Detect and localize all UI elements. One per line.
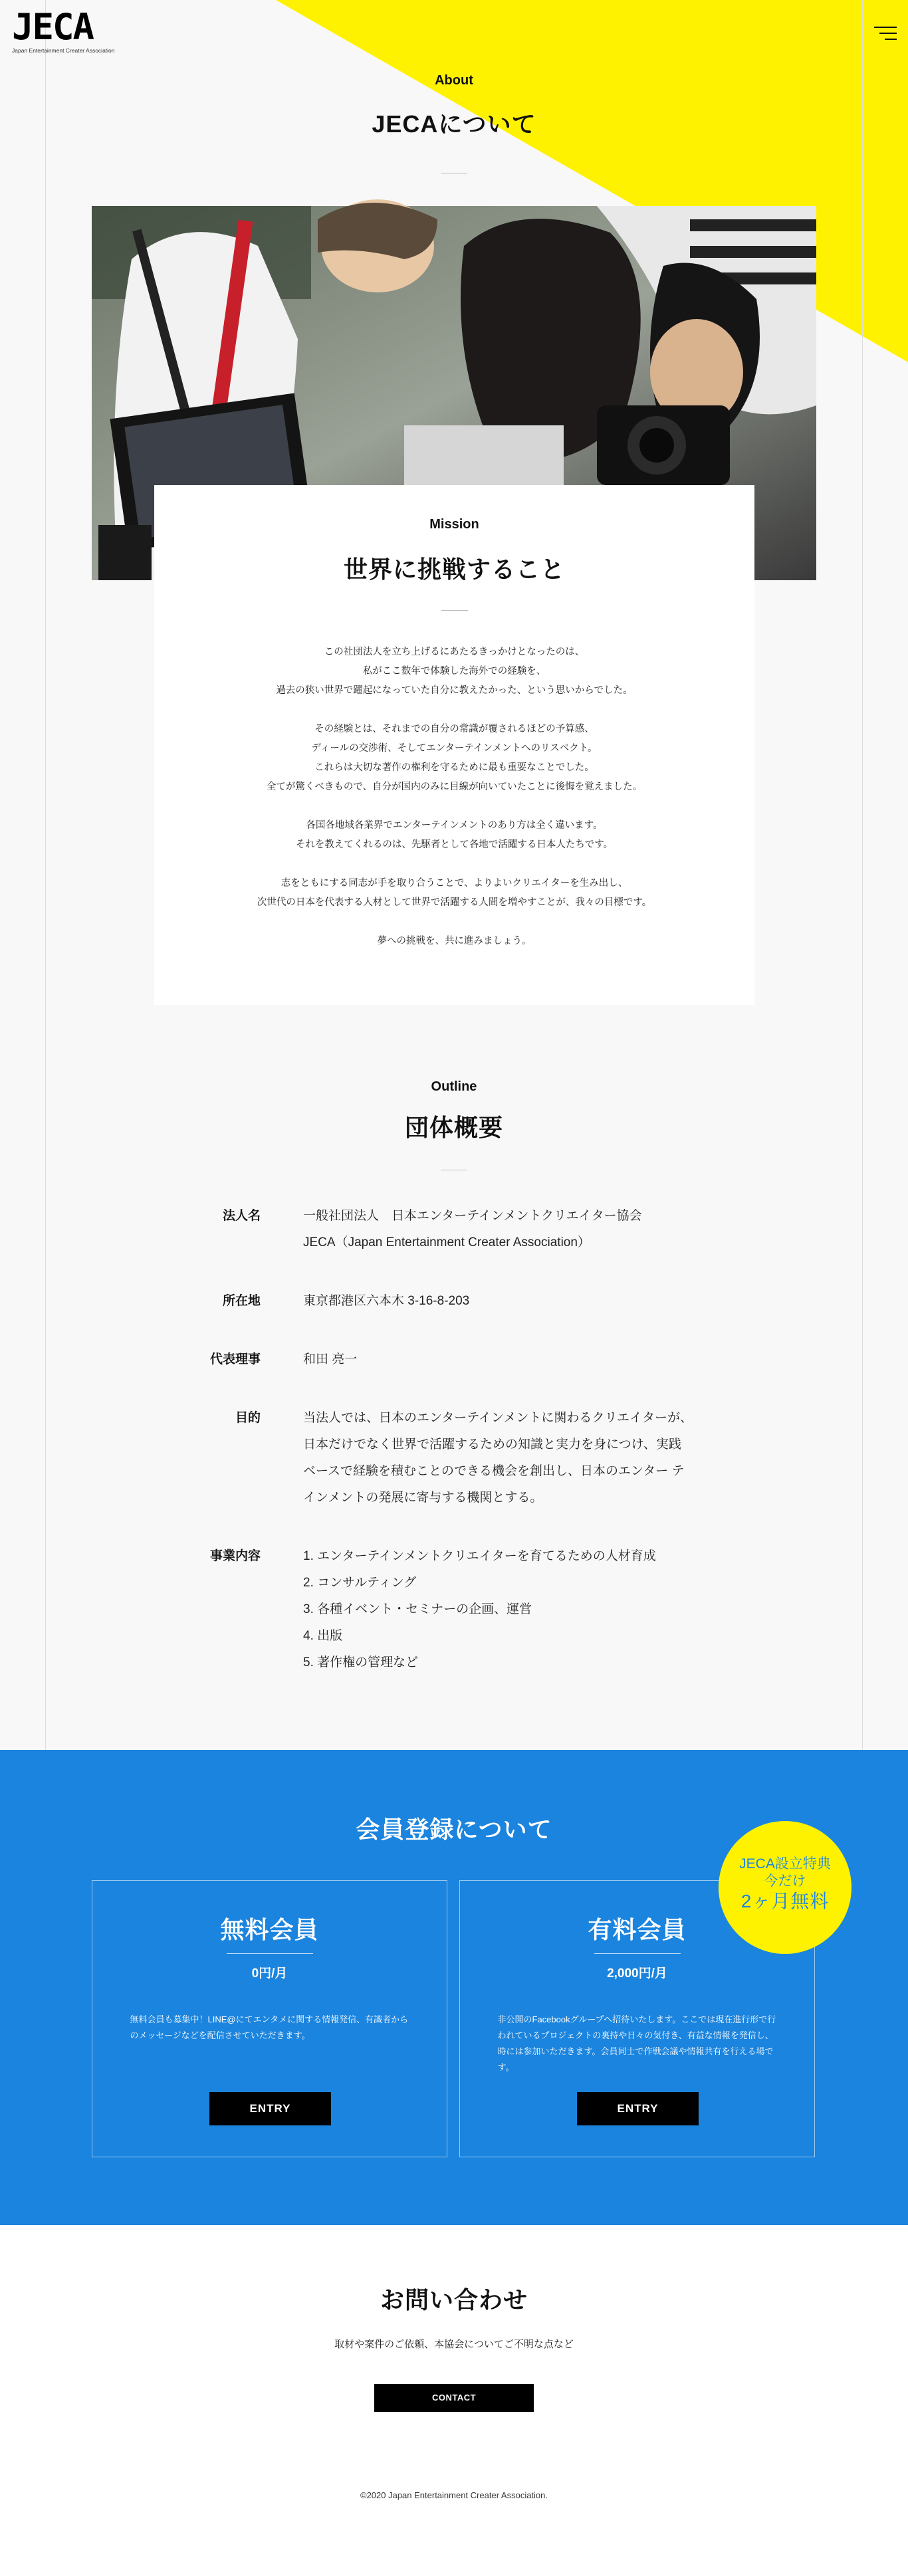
outline-desc-line: 1. エンターテインメントクリエイターを育てるための人材育成 [303, 1549, 656, 1563]
free-plan-card [92, 1880, 447, 2157]
paid-entry-button[interactable]: ENTRY [577, 2092, 699, 2125]
mission-line: これらは大切な著作の権利を守るために最も重要なことでした。 [314, 762, 594, 773]
outline-desc-line: 一般社団法人 日本エンターテインメントクリエイター協会 [303, 1209, 642, 1223]
campaign-badge [719, 1821, 851, 1954]
outline-row-business [0, 1543, 908, 1676]
outline-desc-line: ベースで経験を積むことのできる機会を創出し、日本のエンター テ [303, 1464, 685, 1478]
outline-term: 事業内容 [209, 1549, 261, 1563]
mission-line: 過去の狭い世界で躍起になっていた自分に教えたかった、という思いからでした。 [276, 685, 633, 696]
outline-term: 所在地 [222, 1294, 261, 1308]
outline-desc-line: インメントの発展に寄与する機関とする。 [303, 1491, 543, 1505]
mission-line: 各国各地域各業界でエンターテインメントのあり方は全く違います。 [306, 820, 603, 831]
mission-line: それを教えてくれるのは、先駆者として各地で活躍する日本人たちです。 [295, 839, 614, 850]
mission-paragraph [154, 874, 754, 912]
plan-description: 無料会員も募集中！LINE@にてエンタメに関する情報発信、有識者からのメッセージなどを配信させていただきます。 [130, 2014, 409, 2040]
mission-line: ディールの交渉術、そしてエンターテインメントへのリスペクト。 [311, 743, 598, 754]
about-section-header [0, 73, 908, 173]
plan-name: 無料会員 [220, 1916, 319, 1943]
contact-title: お問い合わせ [380, 2286, 528, 2313]
badge-line-2: 今だけ [764, 1874, 806, 1889]
plan-description: 非公開のFacebookグループへ招待いたします。ここでは現在進行形で行われているプロジェクトの裏持や日々の気付き、有益な情報を発信し、時には参加いただきます。会員同士で作戦会議や情報共有を行える場です。 [497, 2014, 776, 2072]
copyright: ©2020 Japan Entertainment Creater Association. [360, 2490, 548, 2500]
outline-section-header [0, 1079, 908, 1170]
badge-line-3: 2ヶ月無料 [740, 1891, 830, 1911]
mission-paragraph [154, 643, 754, 700]
outline-desc [303, 1543, 729, 1676]
mission-line: 夢への挑戦を、共に進みましょう。 [377, 936, 532, 946]
logo-mark: JECA [12, 6, 94, 48]
membership-title: 会員登録について [356, 1816, 552, 1843]
mission-kicker: Mission [429, 517, 479, 532]
about-kicker: About [435, 73, 473, 88]
mission-line: この社団法人を立ち上げるにあたるきっかけとなったのは、 [324, 647, 585, 657]
outline-term: 目的 [235, 1411, 261, 1425]
contact-subtitle: 取材や案件のご依頼、本協会についてご不明な点など [334, 2339, 574, 2350]
free-entry-button[interactable]: ENTRY [209, 2092, 331, 2125]
plan-divider [594, 1953, 681, 1954]
outline-desc-line: 東京都港区六本木 3-16-8-203 [303, 1294, 470, 1308]
mission-line: 次世代の日本を代表する人材として世界で活躍する人間を増やすことが、我々の目標です。 [257, 897, 652, 908]
logo-subtitle: Japan Entertainment Creater Association [12, 47, 115, 54]
outline-row-address [0, 1288, 908, 1315]
mission-line: 全てが驚くべきもので、自分が国内のみに目線が向いていたことに後悔を覚えました。 [266, 782, 643, 792]
outline-row-representative [0, 1346, 908, 1373]
plan-name: 有料会員 [588, 1916, 687, 1943]
outline-desc-line: JECA（Japan Entertainment Creater Association） [303, 1235, 590, 1249]
outline-row-corporate-name [0, 1203, 908, 1256]
about-title: JECAについて [372, 110, 536, 138]
outline-title: 団体概要 [404, 1114, 503, 1141]
outline-table [0, 1203, 908, 1676]
outline-kicker: Outline [431, 1079, 477, 1094]
hamburger-icon[interactable] [874, 25, 897, 41]
outline-desc-line: 当法人では、日本のエンターテインメントに関わるクリエイターが、 [303, 1411, 693, 1425]
mission-card [154, 485, 754, 1005]
outline-desc-line: 3. 各種イベント・セミナーの企画、運営 [303, 1602, 532, 1616]
outline-row-purpose [0, 1405, 908, 1511]
mission-line: 志をともにする同志が手を取り合うことで、よりよいクリエイターを生み出し、 [281, 878, 628, 889]
mission-title: 世界に挑戦すること [343, 556, 565, 583]
mission-paragraph [154, 720, 754, 797]
outline-desc [303, 1203, 729, 1256]
outline-desc [303, 1405, 729, 1511]
outline-desc [303, 1288, 729, 1315]
mission-divider [441, 610, 468, 611]
contact-section [0, 2225, 908, 2576]
mission-line: 私がここ数年で体験した海外での経験を、 [362, 666, 546, 677]
outline-desc-line: 2. コンサルティング [303, 1576, 417, 1590]
plan-price: 2,000円/月 [607, 1967, 667, 1981]
membership-section [0, 1750, 908, 2225]
plan-divider [227, 1953, 313, 1954]
mission-body [154, 643, 754, 951]
outline-term: 法人名 [222, 1209, 261, 1223]
badge-line-1: JECA設立特典 [739, 1856, 831, 1872]
outline-desc-line: 4. 出版 [303, 1629, 343, 1643]
outline-desc-line: 和田 亮一 [303, 1352, 358, 1366]
outline-desc-line: 日本だけでなく世界で活躍するための知識と実力を身につけ、実践 [303, 1438, 681, 1451]
outline-term: 代表理事 [209, 1352, 261, 1366]
site-logo[interactable] [12, 6, 115, 54]
plan-price: 0円/月 [251, 1967, 288, 1981]
mission-paragraph [154, 932, 754, 951]
contact-button[interactable]: CONTACT [374, 2384, 534, 2412]
mission-paragraph [154, 816, 754, 855]
outline-desc [303, 1346, 729, 1373]
outline-desc-line: 5. 著作権の管理など [303, 1656, 419, 1669]
mission-line: その経験とは、それまでの自分の常識が覆されるほどの予算感、 [314, 724, 594, 734]
